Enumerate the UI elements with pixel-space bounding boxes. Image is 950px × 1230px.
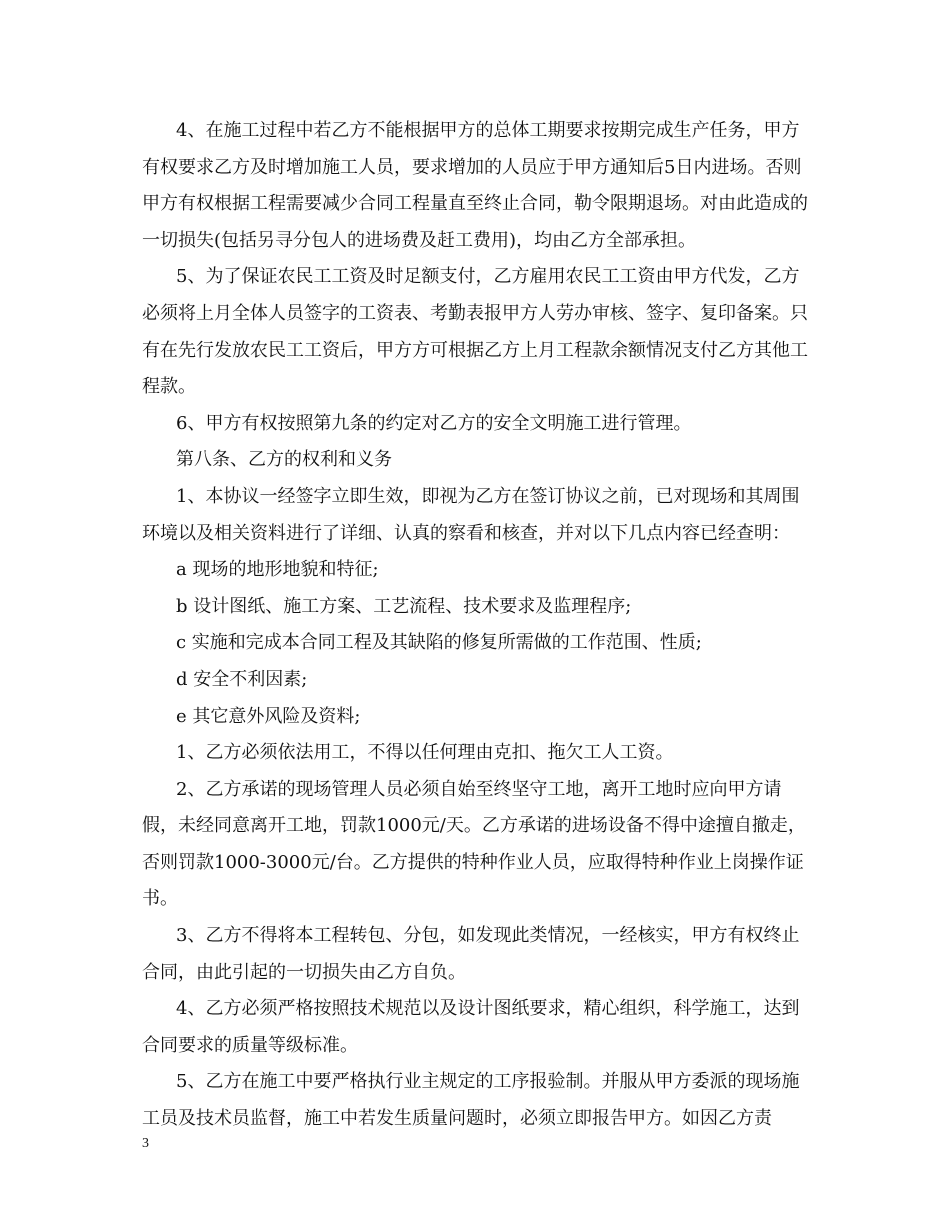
list-item-b: b 设计图纸、施工方案、工艺流程、技术要求及监理程序; [176,595,632,617]
paragraph-clause-7-4: 4、在施工过程中若乙方不能根据甲方的总体工期要求按期完成生产任务，甲方有权要求乙方及时增加施工人员，要求增加的人员应于甲方通知后5日内进场。否则甲方有权根据工程需要减少合同工程量直至终止合同，勒令限期退场。对由此造成的一切损失(包括另寻分包人的进场费及赶工费用)，均由乙方全部承担。 [142,120,808,251]
list-item-d: d 安全不利因素; [176,668,308,690]
section-heading-article-8: 第八条、乙方的权利和义务 [176,449,392,471]
paragraph-clause-8-1: 1、本协议一经签字立即生效，即视为乙方在签订协议之前，已对现场和其周围环境以及相关资料进行了详细、认真的察看和核查，并对以下几点内容已经查明： [142,485,800,544]
list-item-a: a 现场的地形地貌和特征; [176,559,379,581]
paragraph-clause-8-5: 5、乙方在施工中要严格执行业主规定的工序报验制。并服从甲方委派的现场施工员及技术员监督，施工中若发生质量问题时，必须立即报告甲方。如因乙方责 [142,1071,800,1130]
paragraph-clause-7-5: 5、为了保证农民工工资及时足额支付，乙方雇用农民工工资由甲方代发，乙方必须将上月全体人员签字的工资表、考勤表报甲方人劳办审核、签字、复印备案。只有在先行发放农民工工资后，甲方方可根据乙方上月工程款余额情况支付乙方其他工程款。 [142,266,808,398]
list-item-e: e 其它意外风险及资料; [176,705,361,727]
paragraph-clause-7-6: 6、甲方有权按照第九条的约定对乙方的安全文明施工进行管理。 [176,412,692,434]
paragraph-clause-8-2: 2、乙方承诺的现场管理人员必须自始至终坚守工地，离开工地时应向甲方请假，未经同意离开工地，罚款1000元/天。乙方承诺的进场设备不得中途擅自撤走，否则罚款1000-3000元/台。乙方提供的特种作业人员，应取得特种作业上岗操作证书。 [142,778,806,910]
page-number: 3 [142,1136,149,1151]
document-body [142,113,812,1138]
paragraph-clause-8-1b: 1、乙方必须依法用工，不得以任何理由克扣、拖欠工人工资。 [176,742,674,764]
paragraph-clause-8-3: 3、乙方不得将本工程转包、分包，如发现此类情况，一经核实，甲方有权终止合同，由此引起的一切损失由乙方自负。 [142,925,800,983]
list-item-c: c 实施和完成本合同工程及其缺陷的修复所需做的工作范围、性质; [176,632,702,654]
paragraph-clause-8-4: 4、乙方必须严格按照技术规范以及设计图纸要求，精心组织，科学施工，达到合同要求的质量等级标准。 [142,998,800,1056]
